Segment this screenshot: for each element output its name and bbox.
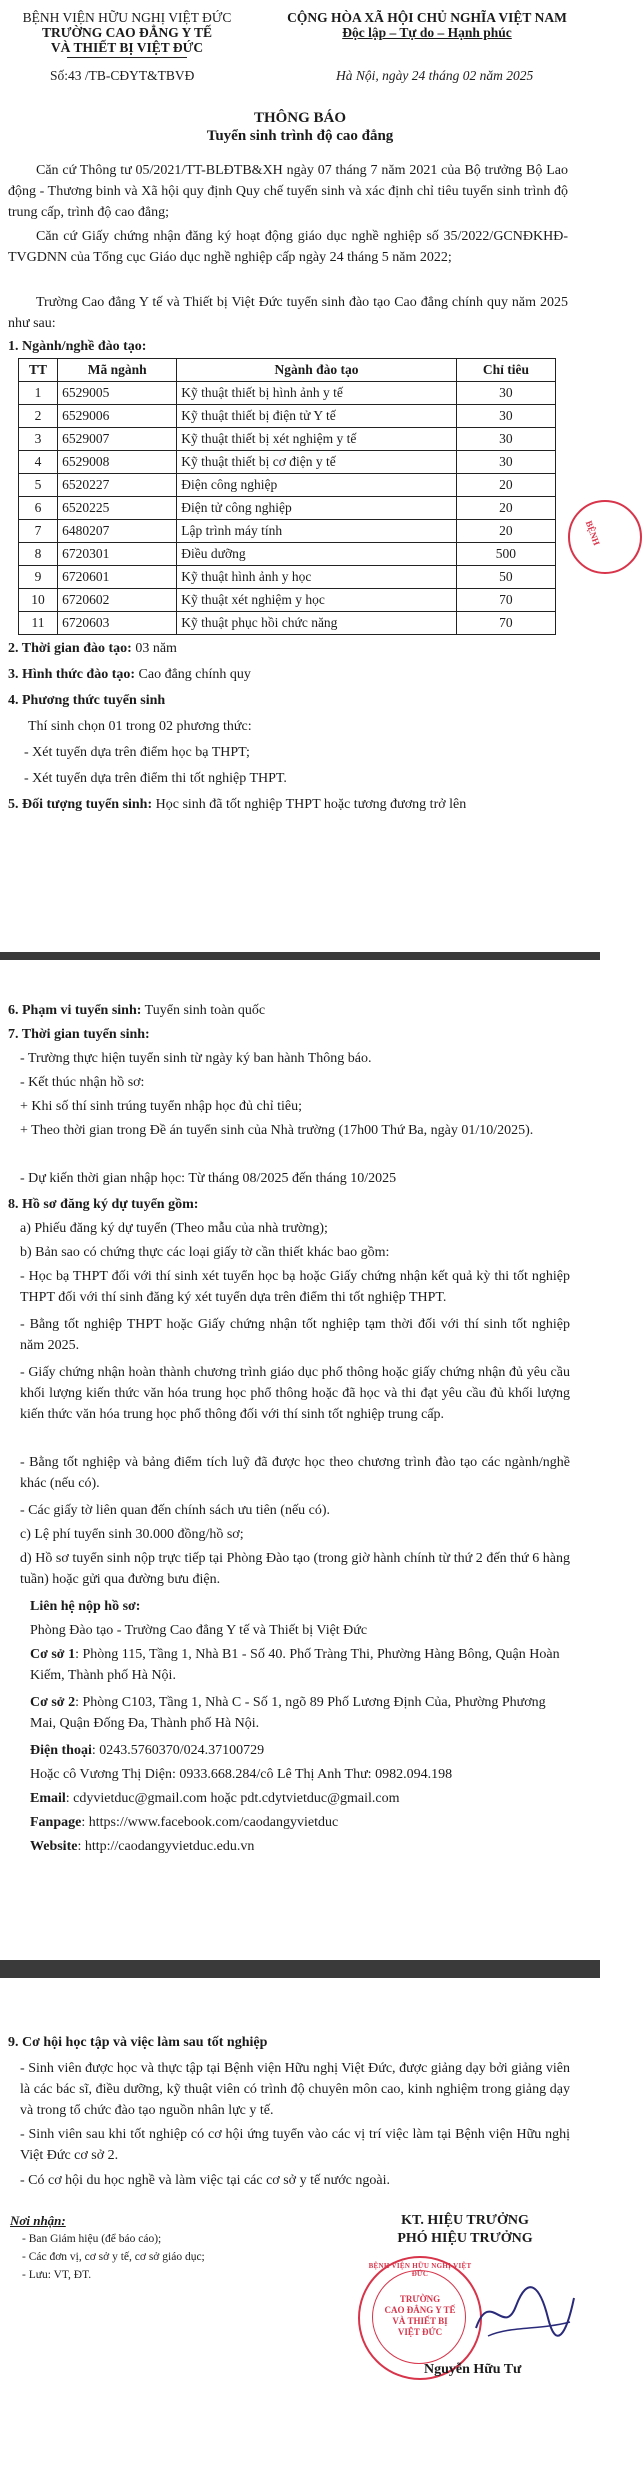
- col-header-tt: TT: [19, 359, 58, 382]
- doc-subtitle: Tuyển sinh trình độ cao đẳng: [206, 128, 394, 144]
- contact-fanpage: Fanpage: https://www.facebook.com/caodangyvietduc: [30, 1815, 339, 1830]
- section-7-heading: 7. Thời gian tuyển sinh:: [8, 1027, 150, 1042]
- preamble-3: Trường Cao đẳng Y tế và Thiết bị Việt Đức tuyển sinh đào tạo Cao đẳng chính quy năm 2025 như sau:: [8, 295, 568, 331]
- section-3: 3. Hình thức đào tạo: Cao đẳng chính quy: [8, 667, 251, 682]
- table-row: 5 6520227 Điện công nghiệp 20: [19, 474, 556, 497]
- section-7-line-5: - Dự kiến thời gian nhập học: Từ tháng 08/2025 đến tháng 10/2025: [20, 1171, 397, 1186]
- table-row: 2 6529006 Kỹ thuật thiết bị điện tử Y tế 30: [19, 405, 556, 428]
- section-8-b5: - Các giấy tờ liên quan đến chính sách ưu tiên (nếu có).: [20, 1503, 331, 1518]
- table-row: 3 6529007 Kỹ thuật thiết bị xét nghiệm y tế 30: [19, 428, 556, 451]
- stamp-center-text: TRƯỜNG CAO ĐẲNG Y TẾ VÀ THIẾT BỊ VIỆT ĐỨC: [384, 2294, 456, 2337]
- contact-office: Phòng Đào tạo - Trường Cao đẳng Y tế và Thiết bị Việt Đức: [30, 1623, 368, 1638]
- table-row: 1 6529005 Kỹ thuật thiết bị hình ảnh y tế 30: [19, 382, 556, 405]
- handwritten-signature: [470, 2278, 580, 2348]
- page-1: [0, 0, 600, 952]
- page-separator-1: [0, 952, 600, 960]
- org-line-3: VÀ THIẾT BỊ VIỆT ĐỨC: [50, 40, 204, 55]
- section-4-option-1: - Xét tuyển dựa trên điểm học bạ THPT;: [24, 745, 250, 760]
- section-8-heading: 8. Hồ sơ đăng ký dự tuyển gồm:: [8, 1197, 199, 1212]
- contact-website: Website: http://caodangyvietduc.edu.vn: [30, 1839, 255, 1854]
- table-header-row: [19, 359, 556, 382]
- nation-block: [262, 10, 592, 40]
- preamble-1: Căn cứ Thông tư 05/2021/TT-BLĐTB&XH ngày 07 tháng 7 năm 2021 của Bộ trưởng Bộ Lao động - Thương binh và Xã hội quy định Quy chế tuyển sinh và xác định chỉ tiêu tuyển sinh trình độ trung cấp, trình độ cao đẳng;: [8, 163, 568, 220]
- table-row: 6 6520225 Điện tử công nghiệp 20: [19, 497, 556, 520]
- contact-heading: Liên hệ nộp hồ sơ:: [30, 1599, 141, 1614]
- section-8-b1: - Học bạ THPT đối với thí sinh xét tuyển học bạ hoặc Giấy chứng nhận kết quả kỳ thi tốt nghiệp THPT đối với thí sinh đăng ký xét tuyển dựa trên điểm thi tốt nghiệp THPT.: [20, 1269, 570, 1305]
- table-row: 10 6720602 Kỹ thuật xét nghiệm y học 70: [19, 589, 556, 612]
- section-9-line-3: - Có cơ hội du học nghề và làm việc tại các cơ sở y tế nước ngoài.: [20, 2173, 390, 2188]
- section-1-heading: 1. Ngành/nghề đào tạo:: [8, 339, 147, 354]
- signature-title-1: KT. HIỆU TRƯỞNG: [401, 2213, 529, 2228]
- stamp-ring-text: BỆNH VIỆN HỮU NGHỊ VIỆT ĐỨC: [368, 2262, 472, 2278]
- contact-phone: Điện thoại: 0243.5760370/024.37100729: [30, 1743, 265, 1758]
- recipients-block: [10, 2212, 270, 2284]
- recipient-2: - Các đơn vị, cơ sở y tế, cơ sở giáo dục;: [22, 2251, 205, 2263]
- contact-campus-1: Cơ sở 1: Phòng 115, Tầng 1, Nhà B1 - Số 40. Phố Tràng Thi, Phường Hàng Bông, Quận Hoàn Kiếm, Thành phố Hà Nội.: [30, 1647, 560, 1683]
- section-8-d: d) Hồ sơ tuyển sinh nộp trực tiếp tại Phòng Đào tạo (trong giờ hành chính từ thứ 2 đến thứ 6 hàng tuần) hoặc gửi qua đường bưu điện.: [20, 1551, 570, 1587]
- section-4-heading: 4. Phương thức tuyển sinh: [8, 693, 166, 708]
- signature-title-2: PHÓ HIỆU TRƯỞNG: [397, 2231, 533, 2246]
- table-row: 9 6720601 Kỹ thuật hình ảnh y học 50: [19, 566, 556, 589]
- section-9-heading: 9. Cơ hội học tập và việc làm sau tốt nghiệp: [8, 2035, 268, 2050]
- recipient-3: - Lưu: VT, ĐT.: [22, 2269, 92, 2281]
- org-line-1: BỆNH VIỆN HỮU NGHỊ VIỆT ĐỨC: [22, 10, 232, 25]
- contact-hotline: Hoặc cô Vương Thị Diện: 0933.668.284/cô Lê Thị Anh Thư: 0982.094.198: [30, 1767, 453, 1782]
- org-underline: [67, 57, 187, 58]
- doc-title: THÔNG BÁO: [253, 110, 347, 126]
- section-8-b4: - Bằng tốt nghiệp và bảng điểm tích luỹ đã được học theo chương trình đào tạo các ngành/nghề khác (nếu có).: [20, 1455, 570, 1491]
- section-8-b: b) Bản sao có chứng thực các loại giấy tờ cần thiết khác bao gồm:: [20, 1245, 390, 1260]
- recipients-heading: Nơi nhận:: [10, 2213, 66, 2228]
- org-block: [2, 10, 252, 58]
- section-4-intro: Thí sinh chọn 01 trong 02 phương thức:: [28, 719, 252, 734]
- section-2: 2. Thời gian đào tạo: 03 năm: [8, 641, 177, 656]
- signature-titles: [340, 2212, 590, 2248]
- section-9-line-2: - Sinh viên sau khi tốt nghiệp có cơ hội ứng tuyển vào các vị trí việc làm tại Bệnh viện Hữu nghị Việt Đức cơ sở 2.: [20, 2127, 570, 2163]
- doc-number: Số:43 /TB-CĐYT&TBVĐ: [50, 68, 195, 83]
- section-8-c: c) Lệ phí tuyển sinh 30.000 đồng/hồ sơ;: [20, 1527, 244, 1542]
- recipient-1: - Ban Giám hiệu (để báo cáo);: [22, 2233, 162, 2245]
- nation-line-2: Độc lập – Tự do – Hạnh phúc: [342, 25, 512, 40]
- signatory-name: Nguyễn Hữu Tư: [424, 2362, 522, 2377]
- nation-line-1: CỘNG HÒA XÃ HỘI CHỦ NGHĨA VIỆT NAM: [287, 10, 567, 25]
- section-5: 5. Đối tượng tuyển sinh: Học sinh đã tốt nghiệp THPT hoặc tương đương trở lên: [8, 797, 467, 812]
- section-8-b2: - Bằng tốt nghiệp THPT hoặc Giấy chứng nhận tốt nghiệp tạm thời đối với thí sinh tốt nghiệp năm 2025.: [20, 1317, 570, 1353]
- section-6: 6. Phạm vi tuyển sinh: Tuyển sinh toàn quốc: [8, 1003, 266, 1018]
- page-separator-2: [0, 1960, 600, 1978]
- section-7-line-2: - Kết thúc nhận hồ sơ:: [20, 1075, 145, 1090]
- contact-email: Email: cdyvietduc@gmail.com hoặc pdt.cdytvietduc@gmail.com: [30, 1791, 400, 1806]
- section-4-option-2: - Xét tuyển dựa trên điểm thi tốt nghiệp THPT.: [24, 771, 287, 786]
- table-row: 11 6720603 Kỹ thuật phục hồi chức năng 70: [19, 612, 556, 635]
- table-row: 7 6480207 Lập trình máy tính 20: [19, 520, 556, 543]
- org-line-2: TRƯỜNG CAO ĐẲNG Y TẾ: [41, 25, 212, 40]
- section-9-line-1: - Sinh viên được học và thực tập tại Bệnh viện Hữu nghị Việt Đức, được giảng dạy bởi giảng viên là các bác sĩ, điều dưỡng, kỹ thuật viên có trình độ chuyên môn cao, kinh nghiệm trong giảng dạy và trong tổ chức đào tạo nguồn nhân lực y tế.: [20, 2061, 570, 2118]
- col-header-program: Ngành đào tạo: [177, 359, 457, 382]
- page-3: [0, 1978, 600, 2480]
- page-2: [0, 960, 600, 1960]
- programs-table: [18, 358, 556, 635]
- table-row: 4 6529008 Kỹ thuật thiết bị cơ điện y tế 30: [19, 451, 556, 474]
- preamble-2: Căn cứ Giấy chứng nhận đăng ký hoạt động giáo dục nghề nghiệp số 35/2022/GCNĐKHĐ-TVGDNN của Tổng cục Giáo dục nghề nghiệp cấp ngày 24 tháng 5 năm 2022;: [8, 229, 568, 265]
- col-header-quota: Chỉ tiêu: [456, 359, 555, 382]
- table-row: 8 6720301 Điều dưỡng 500: [19, 543, 556, 566]
- section-7-line-3: + Khi số thí sinh trúng tuyển nhập học đủ chỉ tiêu;: [20, 1099, 303, 1114]
- section-8-a: a) Phiếu đăng ký dự tuyển (Theo mẫu của nhà trường);: [20, 1221, 328, 1236]
- section-7-line-4: + Theo thời gian trong Đề án tuyển sinh của Nhà trường (17h00 Thứ Ba, ngày 01/10/2025).: [20, 1123, 534, 1138]
- section-8-b3: - Giấy chứng nhận hoàn thành chương trình giáo dục phổ thông hoặc giấy chứng nhận đủ yêu cầu khối lượng kiến thức văn hóa trung học phổ thông hoặc đã học và thi đạt yêu cầu đủ khối lượng kiến thức văn hóa trung học phổ thông đối với thí sinh tốt nghiệp trung cấp.: [20, 1365, 570, 1422]
- contact-campus-2: Cơ sở 2: Phòng C103, Tầng 1, Nhà C - Số 1, ngõ 89 Phố Lương Định Của, Phường Phương Mai, Quận Đống Đa, Thành phố Hà Nội.: [30, 1695, 546, 1731]
- date-line: Hà Nội, ngày 24 tháng 02 năm 2025: [336, 68, 534, 83]
- section-7-line-1: - Trường thực hiện tuyển sinh từ ngày ký ban hành Thông báo.: [20, 1051, 372, 1066]
- col-header-code: Mã ngành: [58, 359, 177, 382]
- side-stamp: BỆNH: [568, 500, 642, 574]
